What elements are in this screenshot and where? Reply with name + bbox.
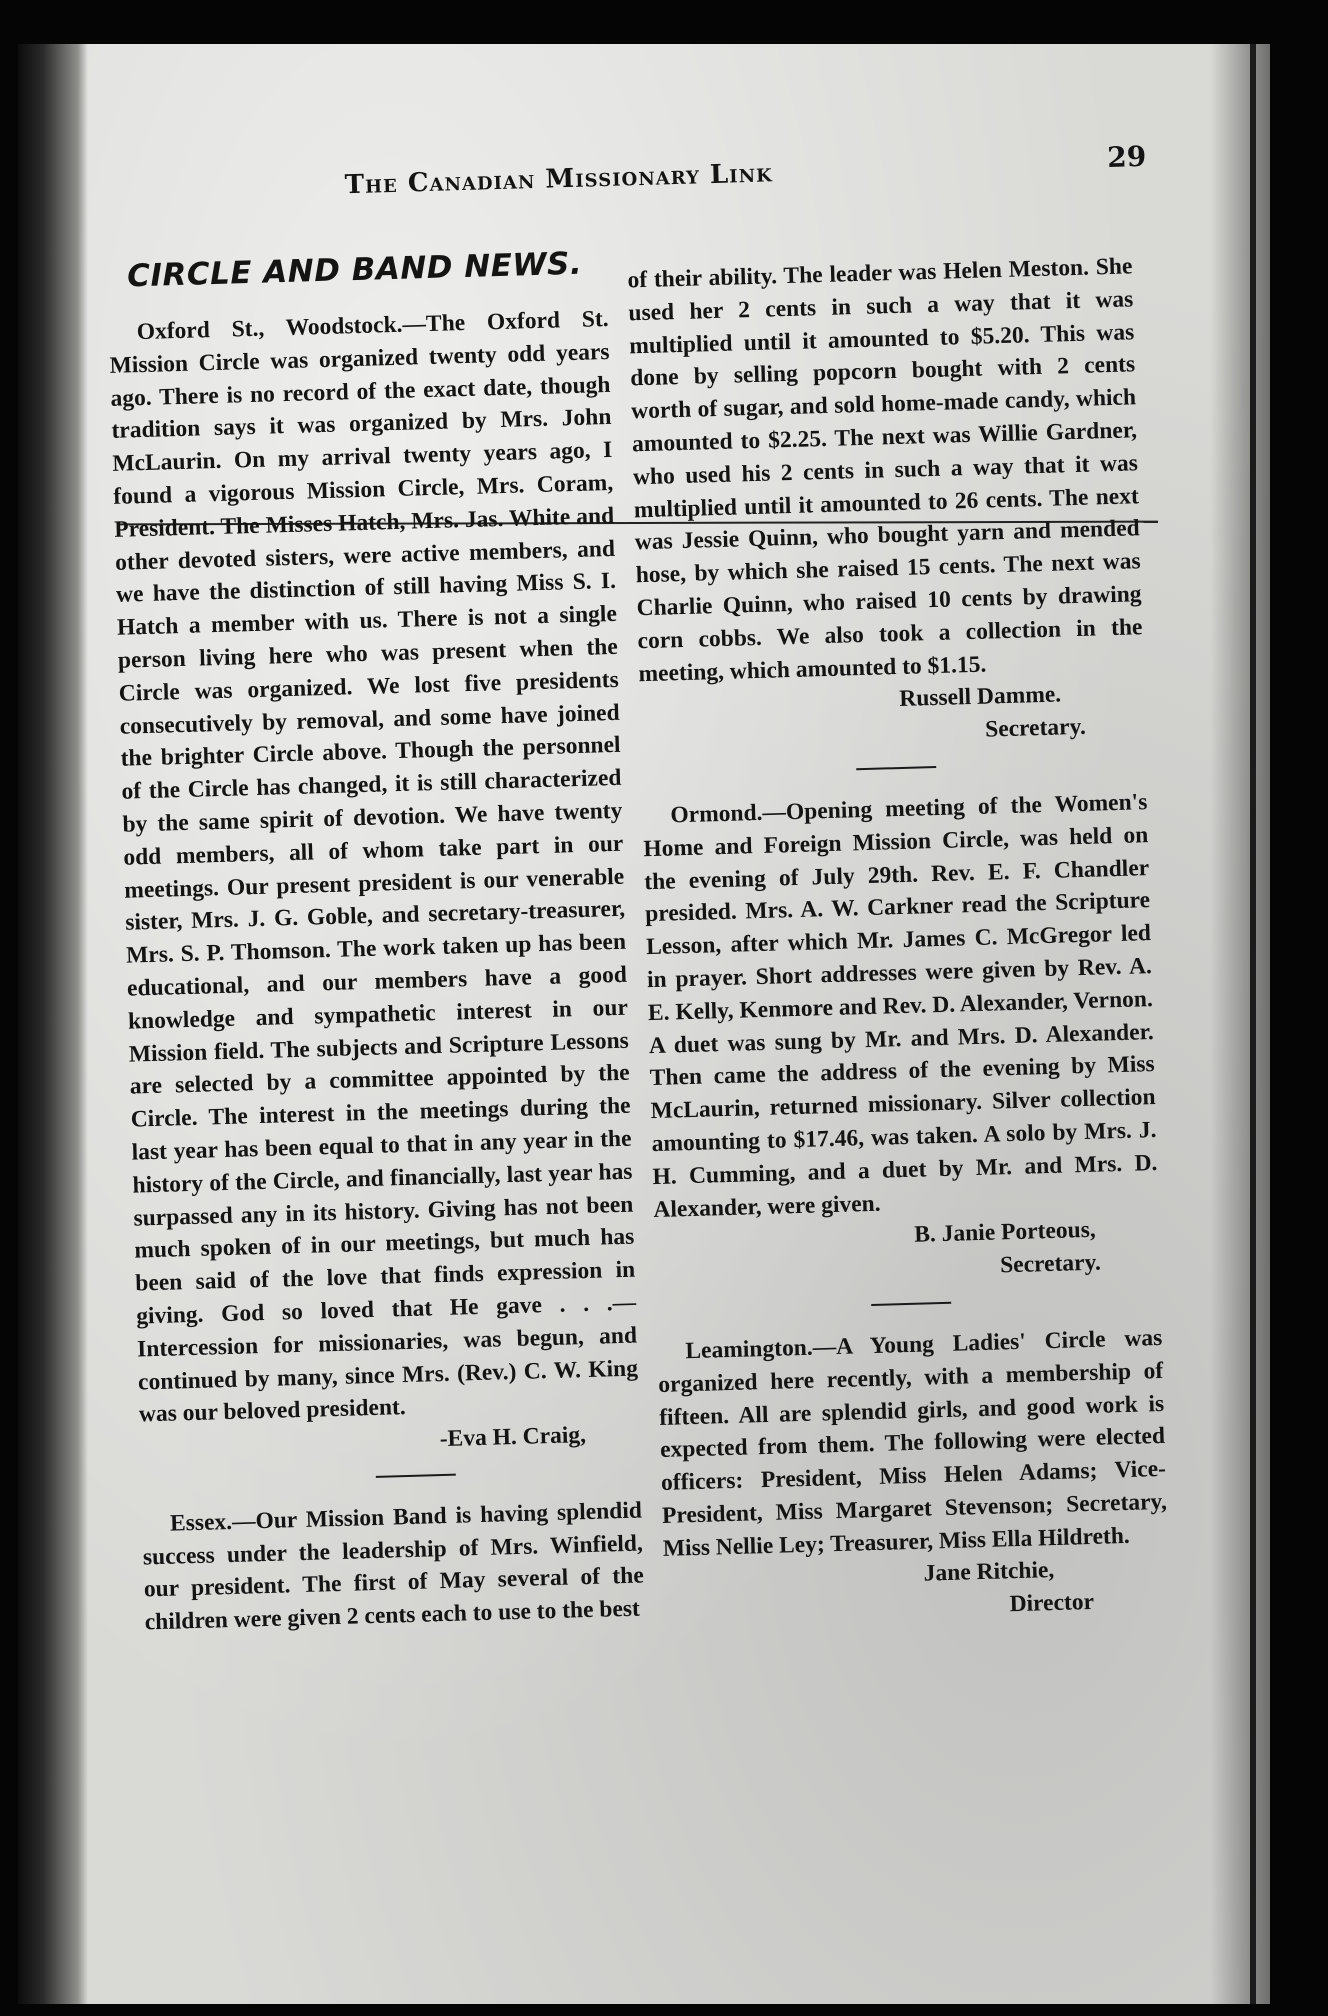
magazine-page [104, 120, 1203, 1909]
ormond-report: Ormond.—Opening meeting of the Women's Home and Foreign Mission Circle, was held on the evening of July 29th. Rev. E. F. Chandler presided. Mrs. A. W. Carkner read the Scripture Lesson, after which Mr. James C. McGregor led in prayer. Short addresses were given by Rev. A. E. Kelly, Kenmore and Rev. D. Alexander, Vernon. A duet was sung by Mr. and Mrs. D. Alexander. Then came the address of the evening by Miss McLaurin, returned missionary. Silver collection amounting to $17.46, was taken. A solo by Mrs. J. H. Cumming, and a duet by Mr. and Mrs. D. Alexander, were given. [643, 789, 1158, 1223]
essex-report-continued: of their ability. The leader was Helen Meston. She used her 2 cents in such a way that it was multiplied until it amounted to $5.20. This was done by selling popcorn bought with 2 cents worth of sugar, and sold home-made candy, which amounted to $2.25. The next was Willie Gardner, who used his 2 cents in such a way that it was multiplied until it amounted to 26 cents. The next was Jessie Quinn, who bought yarn and mended hose, by which she raised 15 cents. The next was Charlie Quinn, who raised 10 cents by drawing corn cobbs. We also took a collection in the meeting, which amounted to $1.15. [627, 253, 1143, 687]
essex-signature-title: Secretary. [984, 713, 1087, 743]
ormond-signature-title: Secretary. [999, 1249, 1102, 1279]
section-heading: CIRCLE AND BAND NEWS. [126, 245, 583, 295]
leamington-signature-title: Director [1009, 1589, 1095, 1618]
essex-report: Essex.—Our Mission Band is having splendid success under the leadership of Mrs. Winfield, our president. The first of May several of the children were given 2 cents each to use to the best [142, 1497, 645, 1636]
right-column [627, 250, 1170, 1631]
leamington-report: Leamington.—A Young Ladies' Circle was organized here recently, with a membership of fifteen. All are splendid girls, and good work is expected from them. The following were elected officers: President, Miss Helen Adams; Vice-President, Miss Margaret Stevenson; Secretary, Miss Nellie Ley; Treasurer, Miss Ella Hildreth. [657, 1324, 1168, 1562]
section-divider [871, 1302, 951, 1306]
essex-signature-name: Russell Damme. [898, 681, 1062, 713]
oxford-signature: -Eva H. Craig, [439, 1422, 587, 1453]
binding-shadow [18, 44, 88, 2004]
left-column [108, 303, 645, 1640]
oxford-report: Oxford St., Woodstock.—The Oxford St. Mission Circle was organized twenty odd years ago. There is no record of the exact date, though tradition says it was organized by Mrs. John McLaurin. On my arrival twenty years ago, I found a vigorous Mission Circle, Mrs. Coram, President. The Misses Hatch, Mrs. Jas. White and other devoted sisters, were active members, and we have the distinction of still having Miss S. I. Hatch a member with us. There is not a single person living here who was present when the Circle was organized. We lost five presidents consecutively by removal, and some have joined the brighter Circle above. Though the personnel of the Circle has changed, it is still characterized by the same spirit of devotion. We have twenty odd members, all of whom take part in our meetings. Our present president is our venerable sister, Mrs. J. G. Goble, and secretary-treasurer, Mrs. S. P. Thomson. The work taken up has been educational, and our members have a good knowledge and sympathetic interest in our Mission field. The subjects and Scripture Lessons are selected by a committee appointed by the Circle. The interest in the meetings during the last year has been equal to that in any year in the history of the Circle, and financially, last year has surpassed any in its history. Giving has not been much spoken of in our meetings, but much has been said of the love that finds expression in giving. God so loved that He gave . . .—Intercession for missionaries, was begun, and continued by many, since Mrs. (Rev.) C. W. King was our beloved president. [109, 305, 639, 1428]
ormond-signature-name: B. Janie Porteous, [913, 1217, 1097, 1249]
section-divider [856, 766, 936, 770]
page-edge-rule [1250, 44, 1256, 2004]
edge-shadow [1210, 44, 1270, 2004]
scanned-page [18, 44, 1270, 2004]
leamington-signature-name: Jane Ritchie, [923, 1557, 1055, 1588]
publication-title: The Canadian Missionary Link [344, 158, 774, 201]
page-number: 29 [1106, 139, 1147, 174]
section-divider [376, 1474, 456, 1478]
